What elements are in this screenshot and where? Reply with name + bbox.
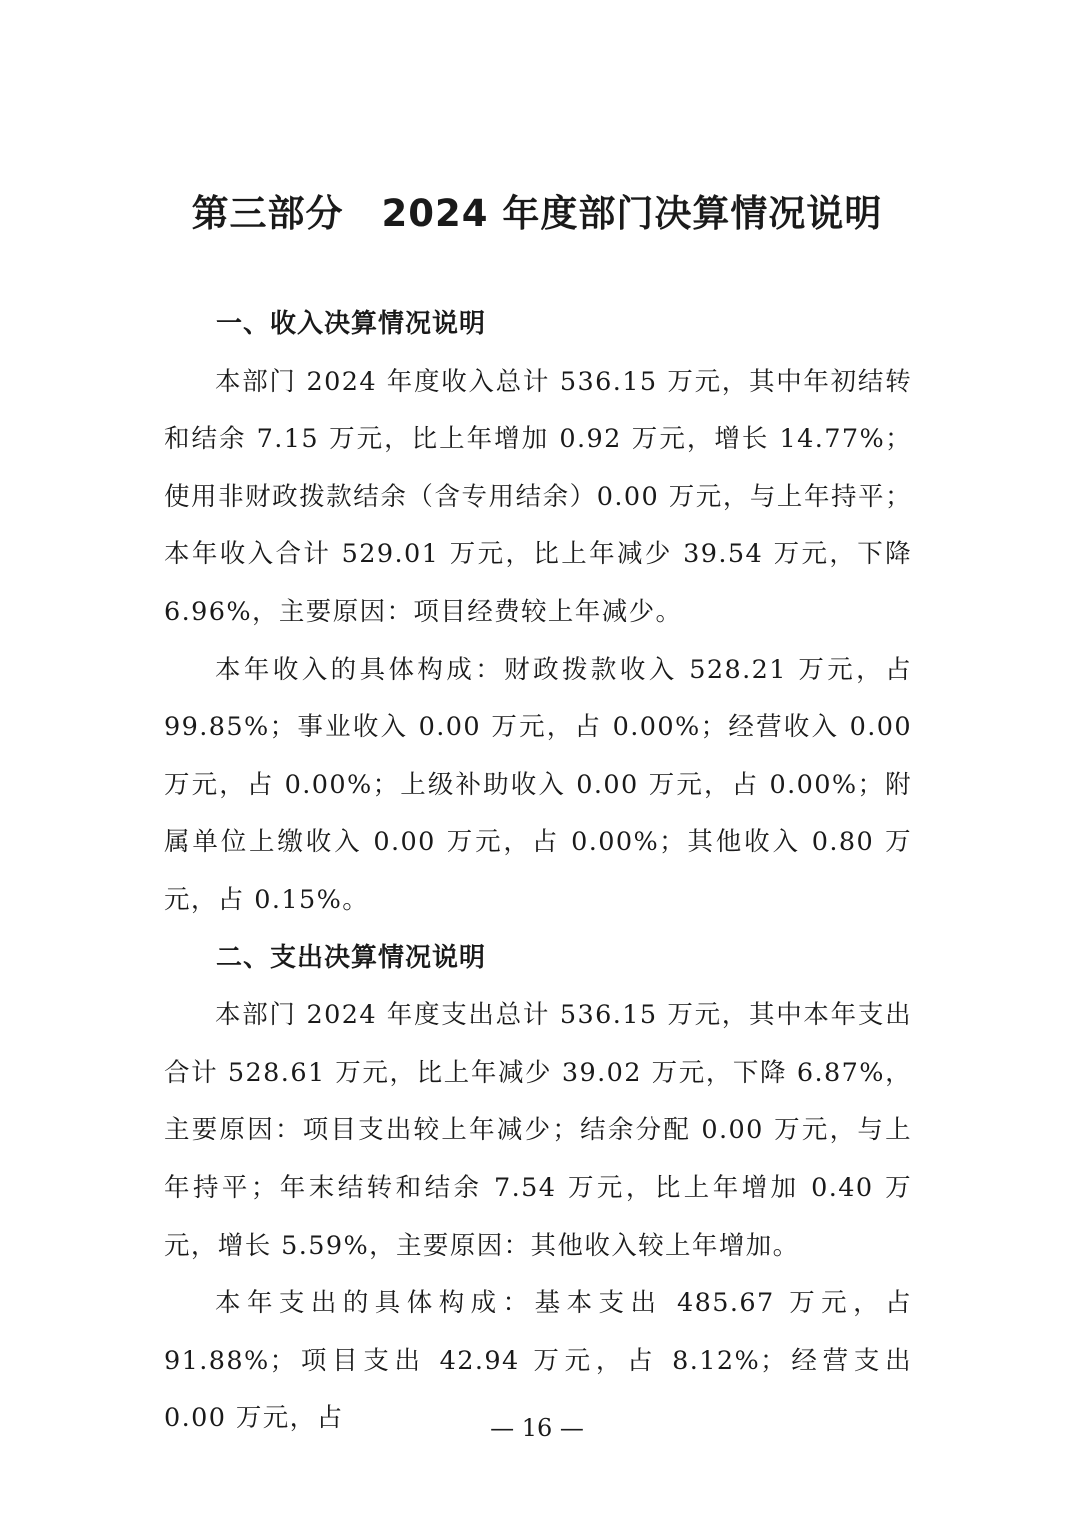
section-heading-expenditure: 二、支出决算情况说明 — [216, 942, 487, 973]
document-body — [164, 296, 912, 1448]
expenditure-composition-paragraph: 本年支出的具体构成：基本支出 485.67 万元，占 91.88%；项目支出 42.94 万元，占 8.12%；经营支出 0.00 万元，占 — [164, 1288, 912, 1434]
page-title: 第三部分 2024 年度部门决算情况说明 — [191, 192, 883, 235]
expenditure-summary-paragraph: 本部门 2024 年度支出总计 536.15 万元，其中本年支出合计 528.61 万元，比上年减少 39.02 万元，下降 6.87%，主要原因：项目支出较上年减少；结余分配 0.00 万元，与上年持平；年末结转和结余 7.54 万元，比上年增加 0.40 万元，增长 5.59%，主要原因：其他收入较上年增加。 — [164, 1000, 912, 1261]
income-summary-paragraph: 本部门 2024 年度收入总计 536.15 万元，其中年初结转和结余 7.15 万元，比上年增加 0.92 万元，增长 14.77%；使用非财政拨款结余（含专用结余）0.00 万元，与上年持平；本年收入合计 529.01 万元，比上年减少 39.54 万元，下降 6.96%，主要原因：项目经费较上年减少。 — [164, 366, 912, 627]
section-heading-income: 一、收入决算情况说明 — [216, 309, 487, 339]
page-number: — 16 — — [490, 1414, 584, 1442]
income-composition-paragraph: 本年收入的具体构成：财政拨款收入 528.21 万元，占 99.85%；事业收入 0.00 万元，占 0.00%；经营收入 0.00 万元，占 0.00%；上级补助收入 0.00 万元，占 0.00%；附属单位上缴收入 0.00 万元，占 0.00%；其他收入 0.80 万元，占 0.15%。 — [164, 654, 912, 915]
